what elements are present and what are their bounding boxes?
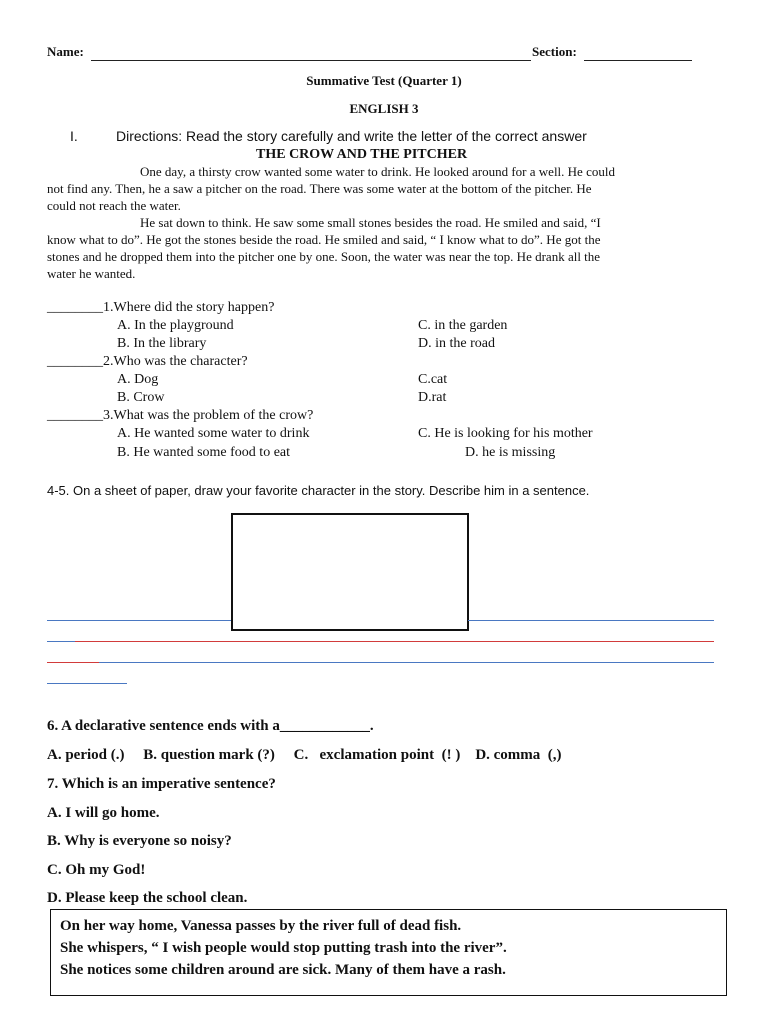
question-4-5-text: 4-5. On a sheet of paper, draw your favorite character in the story. Describe him in a sentence. — [47, 483, 590, 498]
question-2-option-b: B. Crow — [117, 390, 165, 405]
story-line: could not reach the water. — [47, 198, 181, 213]
writing-line[interactable] — [47, 683, 127, 684]
question-7-stem: 7. Which is an imperative sentence? — [47, 776, 276, 792]
question-7-option-d: D. Please keep the school clean. — [47, 890, 248, 906]
part-numeral: I. — [70, 128, 78, 144]
writing-line[interactable] — [47, 641, 75, 642]
question-2-option-d: D.rat — [418, 390, 447, 405]
writing-line[interactable] — [47, 662, 99, 663]
question-1-option-c: C. in the garden — [418, 318, 508, 333]
question-2-option-a: A. Dog — [117, 372, 159, 387]
question-3-option-d: D. he is missing — [465, 445, 556, 460]
writing-line[interactable] — [99, 662, 714, 663]
passage-line: On her way home, Vanessa passes by the river full of dead fish. — [60, 918, 462, 934]
drawing-box[interactable] — [231, 513, 469, 631]
question-1-option-a: A. In the playground — [117, 318, 234, 333]
question-1-stem: ________1.Where did the story happen? — [47, 300, 275, 315]
writing-line[interactable] — [47, 620, 231, 621]
question-3-option-c: C. He is looking for his mother — [418, 426, 593, 441]
story-title: THE CROW AND THE PITCHER — [256, 147, 468, 162]
subject-title: ENGLISH 3 — [349, 101, 419, 116]
question-7-option-a: A. I will go home. — [47, 805, 160, 821]
directions: Directions: Read the story carefully and write the letter of the correct answer — [116, 128, 587, 144]
story-line: know what to do”. He got the stones beside the road. He smiled and said, “ I know what to do”. He got the — [47, 232, 601, 247]
story-line: water he wanted. — [47, 266, 136, 281]
story-line: One day, a thirsty crow wanted some water to drink. He looked around for a well. He could — [140, 164, 615, 179]
question-3-option-a: A. He wanted some water to drink — [117, 426, 310, 441]
name-blank[interactable] — [91, 60, 531, 61]
test-title: Summative Test (Quarter 1) — [306, 73, 462, 88]
question-2-stem: ________2.Who was the character? — [47, 354, 248, 369]
name-label: Name: — [47, 44, 84, 59]
passage-box — [50, 909, 727, 996]
section-label: Section: — [532, 44, 577, 59]
question-6-stem: 6. A declarative sentence ends with a____________. — [47, 718, 374, 734]
question-7-option-b: B. Why is everyone so noisy? — [47, 833, 232, 849]
question-7-option-c: C. Oh my God! — [47, 862, 146, 878]
story-line: He sat down to think. He saw some small stones besides the road. He smiled and said, “I — [140, 215, 601, 230]
question-1-option-d: D. in the road — [418, 336, 495, 351]
writing-line[interactable] — [75, 641, 714, 642]
question-3-option-b: B. He wanted some food to eat — [117, 445, 291, 460]
question-3-stem: ________3.What was the problem of the crow? — [47, 408, 314, 423]
question-2-option-c: C.cat — [418, 372, 448, 387]
writing-line[interactable] — [468, 620, 714, 621]
question-1-option-b: B. In the library — [117, 336, 207, 351]
story-line: not find any. Then, he a saw a pitcher on the road. There was some water at the bottom of the pitcher. He — [47, 181, 592, 196]
passage-line: She notices some children around are sick. Many of them have a rash. — [60, 962, 506, 978]
question-6-options: A. period (.) B. question mark (?) C. exclamation point (! ) D. comma (,) — [47, 747, 562, 763]
passage-line: She whispers, “ I wish people would stop putting trash into the river”. — [60, 940, 507, 956]
section-blank[interactable] — [584, 60, 692, 61]
story-line: stones and he dropped them into the pitcher one by one. Soon, the water was near the top. He drank all the — [47, 249, 601, 264]
